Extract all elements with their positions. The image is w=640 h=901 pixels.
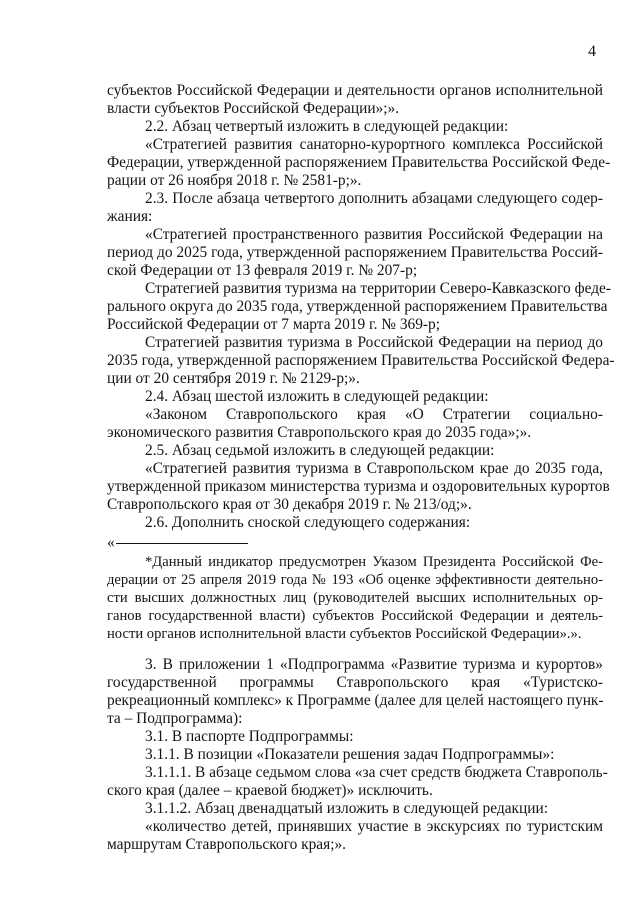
text-line: рекреационный комплекс» к Программе (далее для целей настоящего пунк-: [107, 692, 604, 709]
text-line: 2.4. Абзац шестой изложить в следующей редакции:: [145, 388, 489, 405]
text-line: «Стратегией развития санаторно-курортного комплекса Российской: [145, 136, 603, 153]
text-line: Стратегией развития туризма на территории Северо-Кавказского феде-: [145, 280, 611, 297]
footnote-line: ганов государственной власти) субъектов Российской Федерации и деятель-: [107, 608, 603, 624]
text-line: утвержденной приказом министерства туризма и оздоровительных курортов: [107, 478, 610, 495]
footnote-line: ности органов исполнительной власти субъектов Российской Федерации».».: [107, 626, 582, 642]
text-line: Российской Федерации от 7 марта 2019 г. № 369-р;: [107, 316, 441, 333]
text-line: 2035 года, утвержденной распоряжением Правительства Российской Федера-: [107, 352, 615, 369]
text-line: Стратегией развития туризма в Российской Федерации на период до: [145, 334, 603, 351]
text-line: «количество детей, принявших участие в экскурсиях по туристским: [145, 818, 603, 835]
text-line: 3.1. В паспорте Подпрограммы:: [145, 728, 354, 745]
text-line: ской Федерации от 13 февраля 2019 г. № 207-р;: [107, 262, 418, 279]
footnote-line: дерации от 25 апреля 2019 года № 193 «Об оценке эффективности деятельно-: [107, 572, 603, 588]
footnote-quote: «: [107, 534, 115, 551]
text-line: та – Подпрограмма):: [107, 710, 243, 727]
text-line: 2.2. Абзац четвертый изложить в следующей редакции:: [145, 118, 509, 135]
text-line: «Стратегией развития туризма в Ставропольском крае до 2035 года,: [145, 460, 603, 477]
footnote-rule: [116, 543, 248, 544]
page-number: 4: [588, 43, 596, 60]
text-line: маршрутам Ставропольского края;».: [107, 836, 347, 853]
text-line: период до 2025 года, утвержденной распоряжением Правительства Россий-: [107, 244, 603, 261]
text-line: власти субъектов Российской Федерации»;».: [107, 100, 400, 117]
text-line: 2.5. Абзац седьмой изложить в следующей редакции:: [145, 442, 495, 459]
text-line: 3. В приложении 1 «Подпрограмма «Развитие туризма и курортов»: [145, 656, 603, 673]
text-line: жания:: [107, 208, 153, 225]
text-line: 2.6. Дополнить сноской следующего содержания:: [145, 514, 471, 531]
text-line: 2.3. После абзаца четвертого дополнить абзацами следующего содер-: [145, 190, 603, 207]
text-line: экономического развития Ставропольского края до 2035 года»;».: [107, 424, 532, 441]
footnote-separator: [107, 534, 603, 552]
text-line: рального округа до 2035 года, утвержденной распоряжением Правительства: [107, 298, 608, 315]
text-line: «Законом Ставропольского края «О Стратегии социально-: [145, 406, 603, 423]
text-line: Ставропольского края от 30 декабря 2019 г. № 213/од;».: [107, 496, 472, 513]
text-line: 3.1.1. В позиции «Показатели решения задач Подпрограммы»:: [145, 746, 555, 763]
text-line: субъектов Российской Федерации и деятельности органов исполнительной: [107, 82, 603, 99]
text-line: «Стратегией пространственного развития Российской Федерации на: [145, 226, 603, 243]
text-line: 3.1.1.1. В абзаце седьмом слова «за счет средств бюджета Ставрополь-: [145, 764, 608, 781]
text-line: Федерации, утвержденной распоряжением Правительства Российской Феде-: [107, 154, 611, 171]
footnote-line: сти высших должностных лиц (руководителей высших исполнительных ор-: [107, 590, 603, 606]
text-line: ского края (далее – краевой бюджет)» исключить.: [107, 782, 433, 799]
text-line: ции от 20 сентября 2019 г. № 2129-р;».: [107, 370, 360, 387]
text-line: рации от 26 ноября 2018 г. № 2581-р;».: [107, 172, 362, 189]
text-line: 3.1.1.2. Абзац двенадцатый изложить в следующей редакции:: [145, 800, 548, 817]
footnote-line: *Данный индикатор предусмотрен Указом Президента Российской Фе-: [145, 554, 603, 570]
text-line: государственной программы Ставропольского края «Туристско-: [107, 674, 603, 691]
